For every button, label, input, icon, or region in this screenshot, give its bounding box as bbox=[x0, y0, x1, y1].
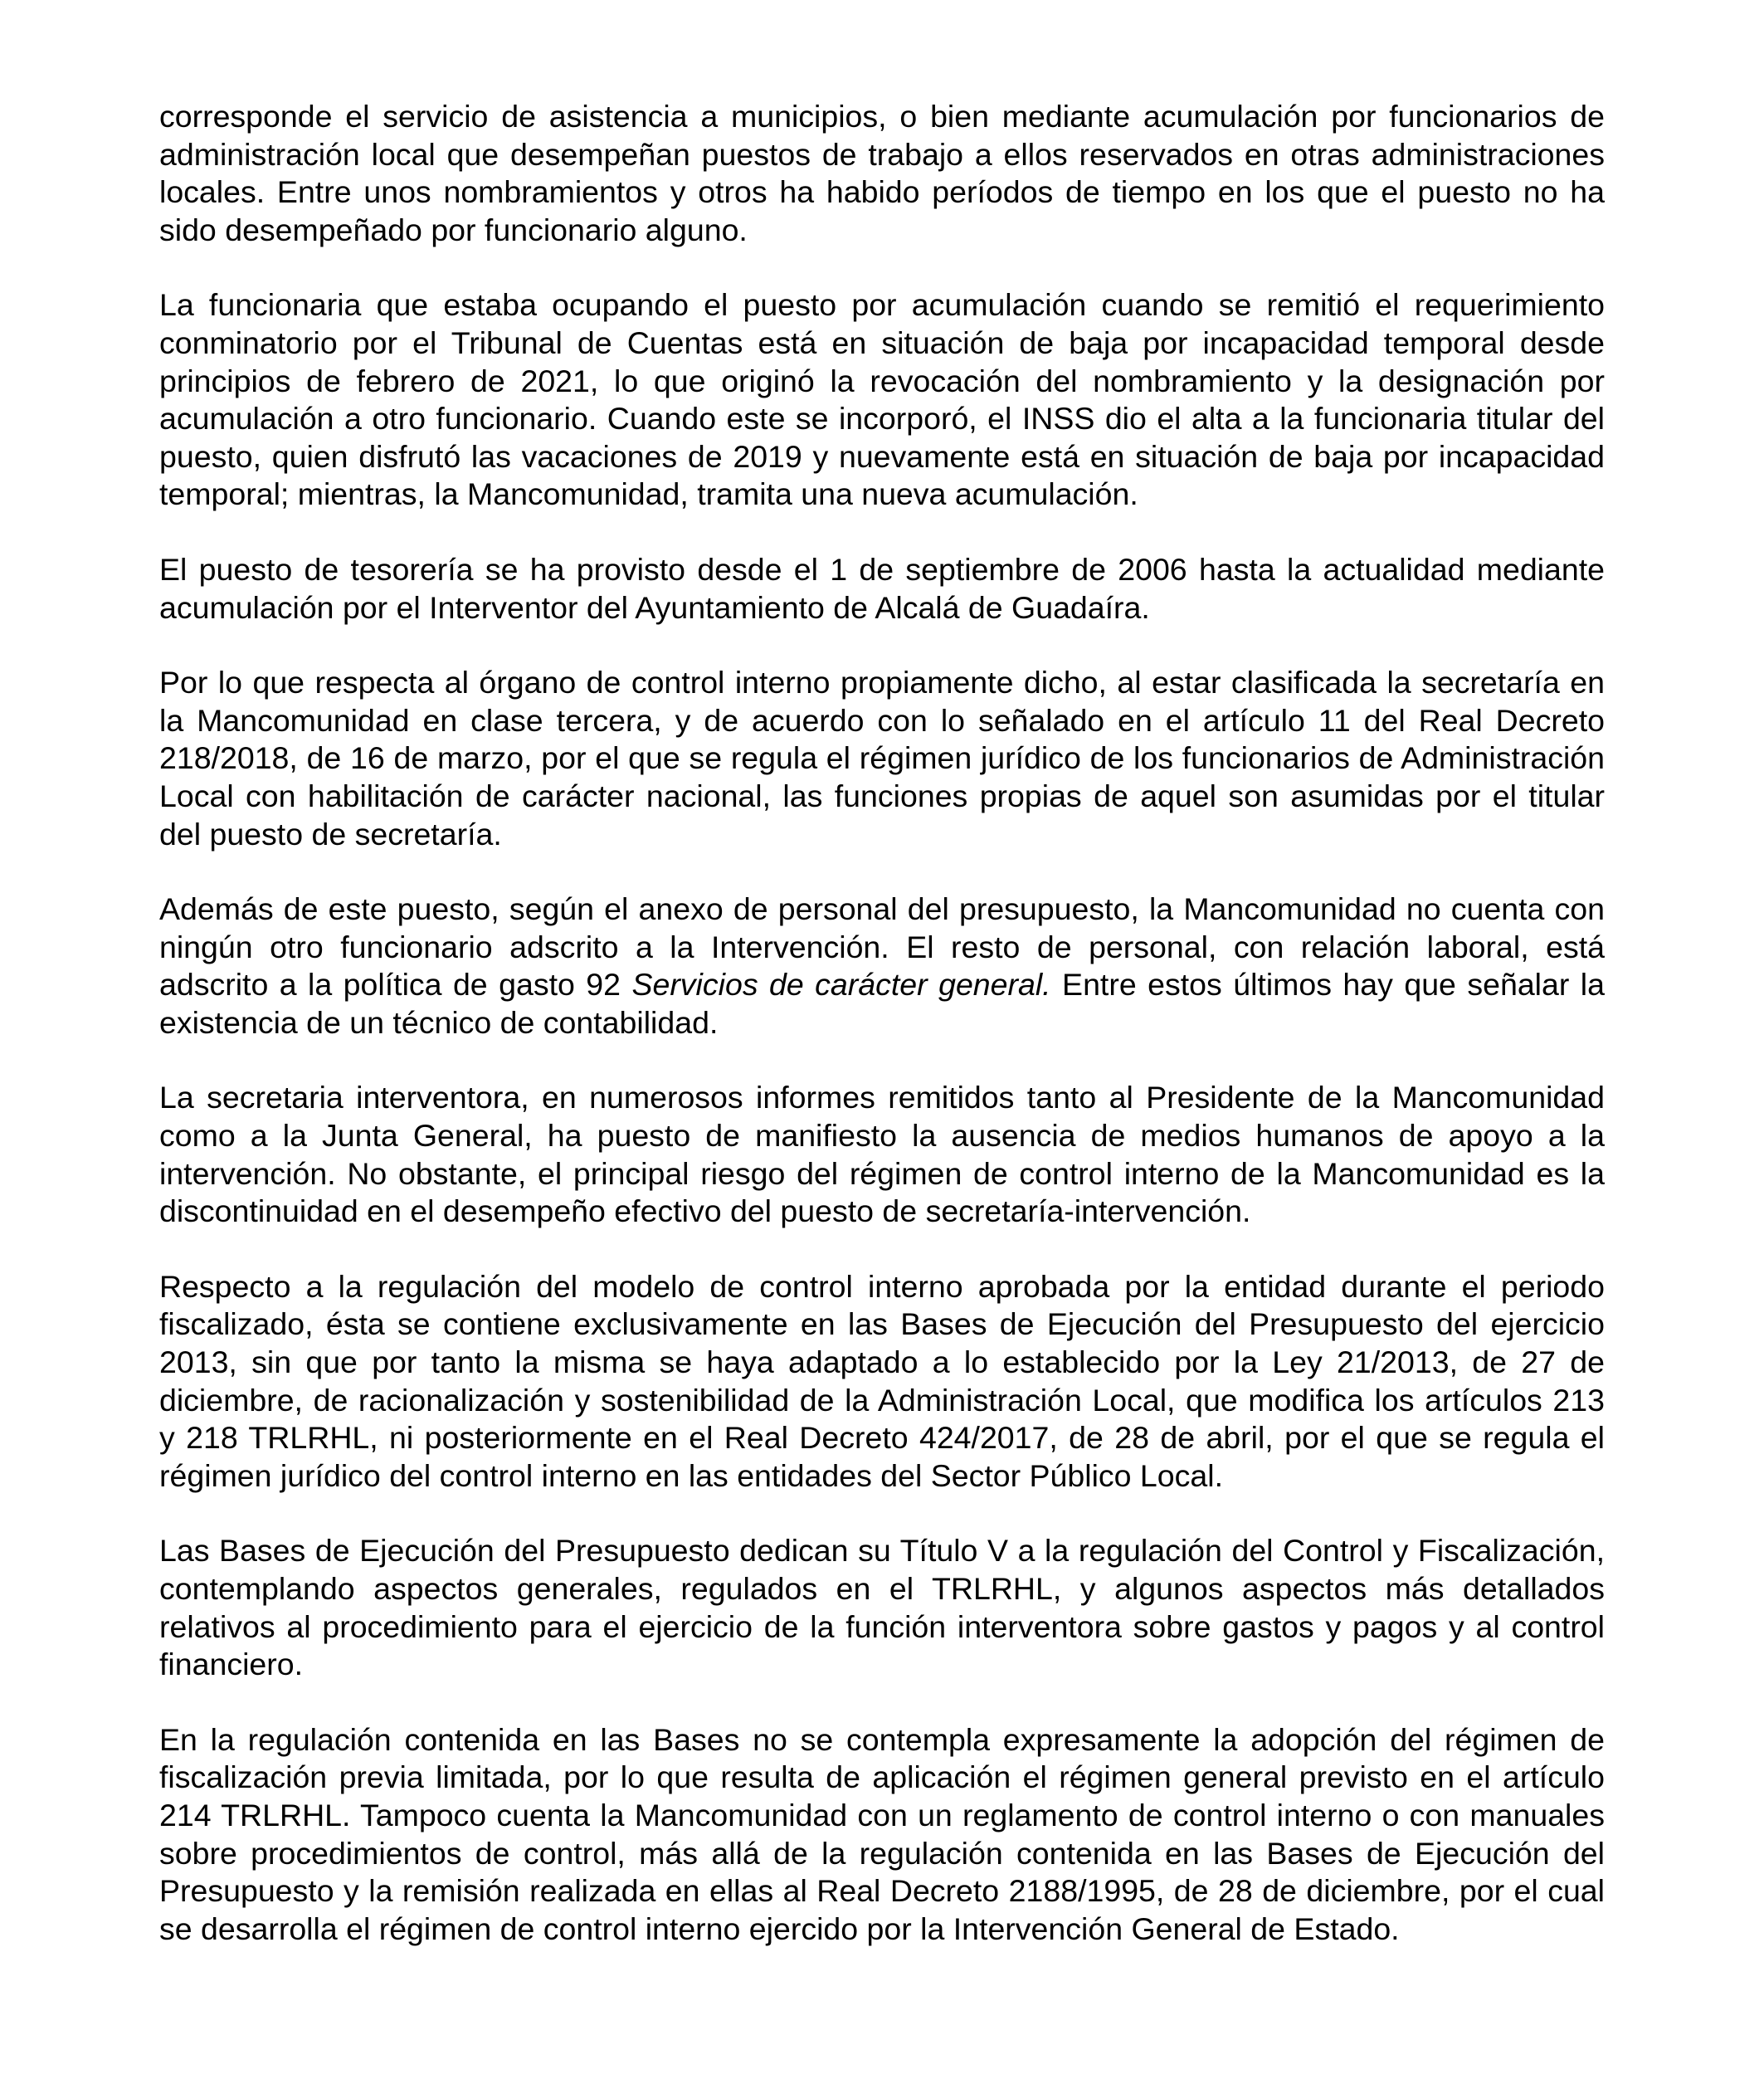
document-page bbox=[159, 98, 1605, 1948]
paragraph-5-text-before: Además de este puesto, según el anexo de personal del presupuesto, la Mancomunidad no cuenta con ningún otro funcionario adscrito a la Intervención. El resto de personal, con relación laboral, está adscrito a la política de gasto 92 bbox=[159, 891, 1605, 1003]
paragraph-8: Las Bases de Ejecución del Presupuesto dedican su Título V a la regulación del Control y Fiscalización, contemplando aspectos generales, regulados en el TRLRHL, y algunos aspectos más detallados relativos al procedimiento para el ejercicio de la función interventora sobre gastos y pagos y al control financiero. bbox=[159, 1533, 1605, 1682]
paragraph-4: Por lo que respecta al órgano de control interno propiamente dicho, al estar clasificada la secretaría en la Mancomunidad en clase tercera, y de acuerdo con lo señalado en el artículo 11 del Real Decreto 218/2018, de 16 de marzo, por el que se regula el régimen jurídico de los funcionarios de Administración Local con habilitación de carácter nacional, las funciones propias de aquel son asumidas por el titular del puesto de secretaría. bbox=[159, 665, 1605, 852]
paragraph-9: En la regulación contenida en las Bases no se contempla expresamente la adopción del régimen de fiscalización previa limitada, por lo que resulta de aplicación el régimen general previsto en el artículo 214 TRLRHL. Tampoco cuenta la Mancomunidad con un reglamento de control interno o con manuales sobre procedimientos de control, más allá de la regulación contenida en las Bases de Ejecución del Presupuesto y la remisión realizada en ellas al Real Decreto 2188/1995, de 28 de diciembre, por el cual se desarrolla el régimen de control interno ejercido por la Intervención General de Estado. bbox=[159, 1721, 1605, 1946]
paragraph-5 bbox=[159, 891, 1605, 1042]
paragraph-5-text-after: Entre estos últimos hay que señalar la existencia de un técnico de contabilidad. bbox=[159, 967, 1605, 1040]
paragraph-5-italic-term: Servicios de carácter general. bbox=[631, 967, 1051, 1003]
paragraph-2: La funcionaria que estaba ocupando el puesto por acumulación cuando se remitió el requerimiento conminatorio por el Tribunal de Cuentas está en situación de baja por incapacidad temporal desde principios de febrero de 2021, lo que originó la revocación del nombramiento y la designación por acumulación a otro funcionario. Cuando este se incorporó, el INSS dio el alta a la funcionaria titular del puesto, quien disfrutó las vacaciones de 2019 y nuevamente está en situación de baja por incapacidad temporal; mientras, la Mancomunidad, tramita una nueva acumulación. bbox=[159, 287, 1605, 512]
paragraph-7: Respecto a la regulación del modelo de control interno aprobada por la entidad durante el periodo fiscalizado, ésta se contiene exclusivamente en las Bases de Ejecución del Presupuesto del ejercicio 2013, sin que por tanto la misma se haya adaptado a lo establecido por la Ley 21/2013, de 27 de diciembre, de racionalización y sostenibilidad de la Administración Local, que modifica los artículos 213 y 218 TRLRHL, ni posteriormente en el Real Decreto 424/2017, de 28 de abril, por el que se regula el régimen jurídico del control interno en las entidades del Sector Público Local. bbox=[159, 1268, 1605, 1493]
paragraph-1: corresponde el servicio de asistencia a municipios, o bien mediante acumulación por funcionarios de administración local que desempeñan puestos de trabajo a ellos reservados en otras administraciones locales. Entre unos nombramientos y otros ha habido períodos de tiempo en los que el puesto no ha sido desempeñado por funcionario alguno. bbox=[159, 99, 1605, 247]
paragraph-6: La secretaria interventora, en numerosos informes remitidos tanto al Presidente de la Mancomunidad como a la Junta General, ha puesto de manifiesto la ausencia de medios humanos de apoyo a la intervención. No obstante, el principal riesgo del régimen de control interno de la Mancomunidad es la discontinuidad en el desempeño efectivo del puesto de secretaría-intervención. bbox=[159, 1080, 1605, 1229]
paragraph-3: El puesto de tesorería se ha provisto desde el 1 de septiembre de 2006 hasta la actualidad mediante acumulación por el Interventor del Ayuntamiento de Alcalá de Guadaíra. bbox=[159, 551, 1605, 625]
